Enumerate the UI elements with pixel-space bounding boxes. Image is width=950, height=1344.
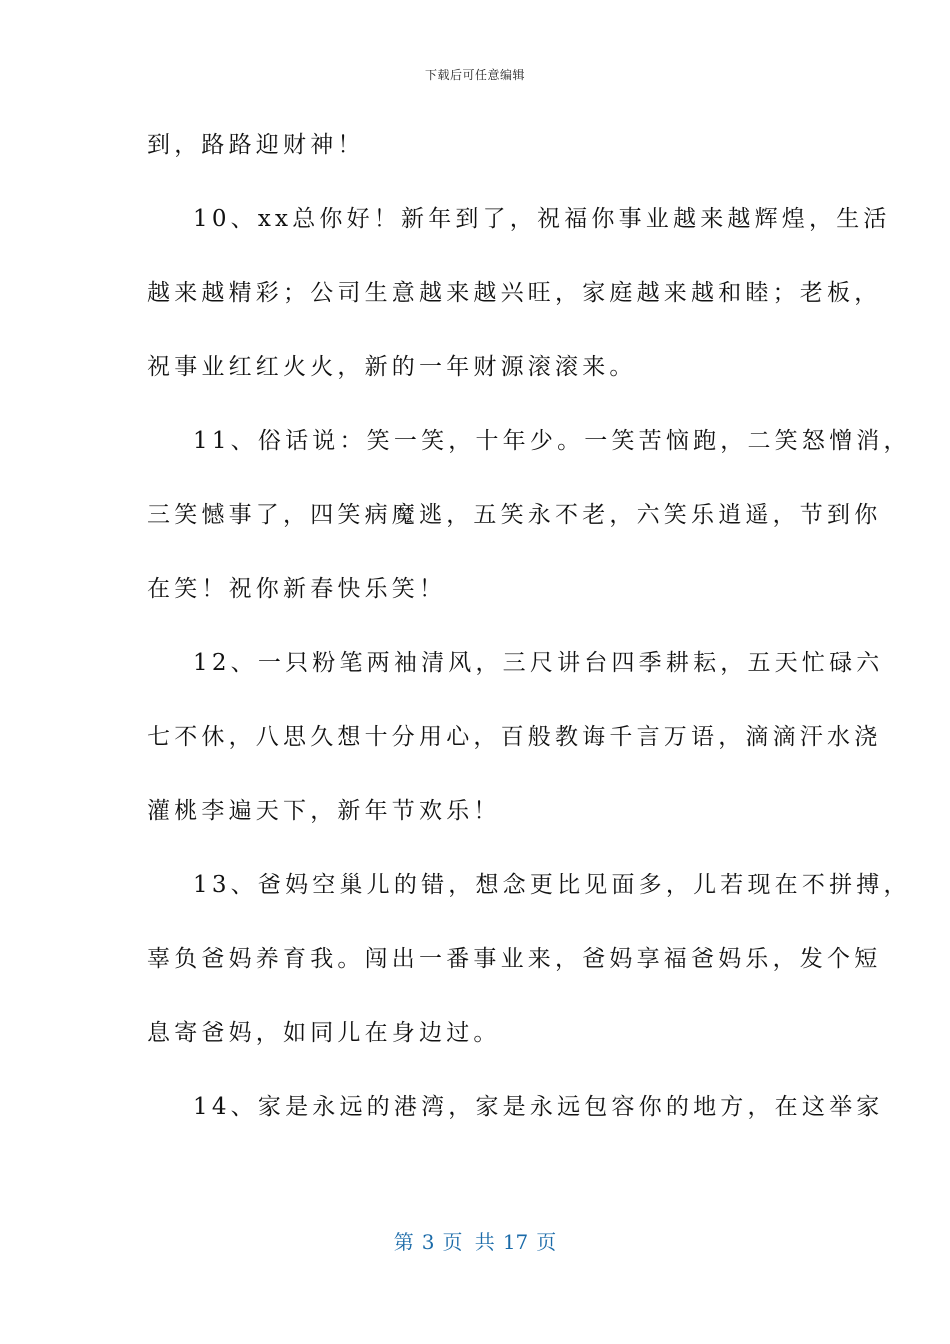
text-line: 辜负爸妈养育我。闯出一番事业来，爸妈享福爸妈乐，发个短 bbox=[147, 946, 882, 972]
text-line: 到，路路迎财神！ bbox=[147, 132, 365, 158]
text-line: 祝事业红红火火，新的一年财源滚滚来。 bbox=[147, 354, 637, 380]
footer-page-number: 3 bbox=[421, 1230, 435, 1254]
text-line: 14、家是永远的港湾，家是永远包容你的地方，在这举家 bbox=[193, 1094, 884, 1120]
text-line: 在笑！祝你新春快乐笑！ bbox=[147, 576, 447, 602]
footer-prefix: 第 bbox=[393, 1230, 414, 1254]
text-line: 息寄爸妈，如同儿在身边过。 bbox=[147, 1020, 501, 1046]
page-footer bbox=[0, 1226, 950, 1255]
footer-total-pages: 17 bbox=[502, 1230, 529, 1254]
page-header: 下载后可任意编辑 bbox=[424, 68, 525, 82]
footer-suffix: 页 bbox=[536, 1230, 557, 1254]
text-line: 12、一只粉笔两袖清风，三尺讲台四季耕耘，五天忙碌六 bbox=[193, 650, 884, 676]
document-body bbox=[147, 124, 911, 1160]
text-line: 越来越精彩；公司生意越来越兴旺，家庭越来越和睦；老板， bbox=[147, 280, 882, 306]
text-line: 灌桃李遍天下，新年节欢乐！ bbox=[147, 798, 501, 824]
text-line: 11、俗话说：笑一笑，十年少。一笑苦恼跑，二笑怒憎消， bbox=[193, 428, 911, 454]
text-line: 13、爸妈空巢儿的错，想念更比见面多，儿若现在不拼搏， bbox=[193, 872, 911, 898]
footer-middle: 页 共 bbox=[442, 1230, 495, 1254]
text-line: 七不休，八思久想十分用心，百般教诲千言万语，滴滴汗水浇 bbox=[147, 724, 882, 750]
text-line: 三笑憾事了，四笑病魔逃，五笑永不老，六笑乐逍遥，节到你 bbox=[147, 502, 882, 528]
text-line: 10、xx总你好！新年到了，祝福你事业越来越辉煌，生活 bbox=[193, 206, 891, 232]
